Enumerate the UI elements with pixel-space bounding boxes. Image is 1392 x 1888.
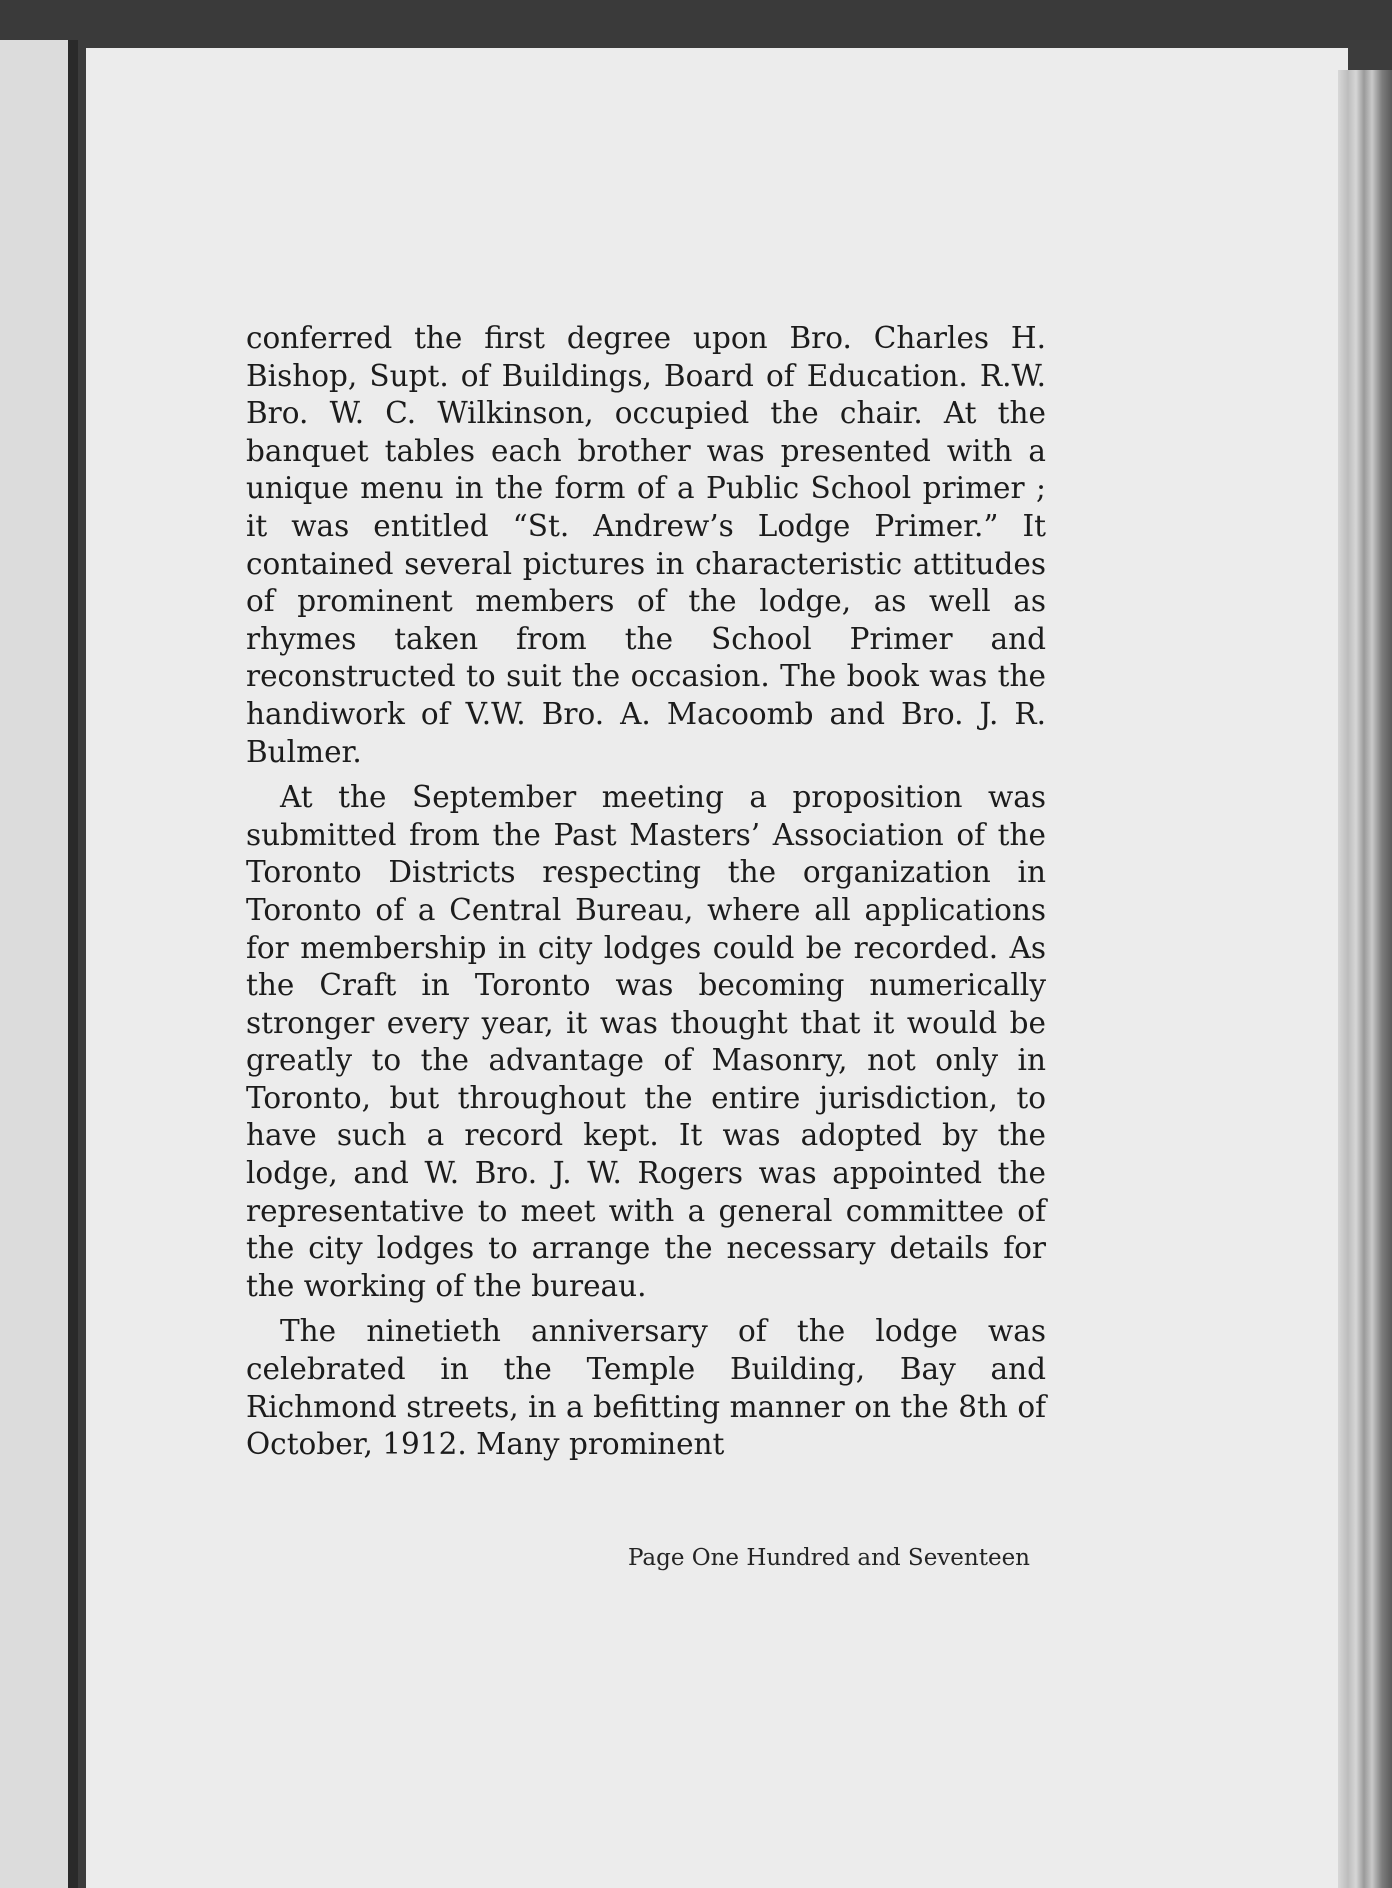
paragraph-3: The ninetieth anniversary of the lodge was celebrated in the Temple Building, Bay and Richmond streets, in a befitting manner on the 8th of October, 1912. Many prominent bbox=[246, 1314, 1046, 1462]
page-number-footer: Page One Hundred and Seventeen bbox=[627, 1545, 1030, 1571]
paragraph-1: conferred the first degree upon Bro. Charles H. Bishop, Supt. of Buildings, Board of Education. R.W. Bro. W. C. Wilkinson, occupied the chair. At the banquet tables each brother was presented with a unique menu in the form of a Public School primer ; it was entitled “St. Andrew’s Lodge Primer.” It contained several pictures in characteristic attitudes of prominent members of the lodge, as well as rhymes taken from the School Primer and reconstructed to suit the occasion. The book was the handiwork of V.W. Bro. A. Macoomb and Bro. J. R. Bulmer. bbox=[246, 321, 1046, 769]
scan-background-top bbox=[0, 0, 1392, 40]
facing-page-edge bbox=[0, 40, 78, 1888]
paragraph-2: At the September meeting a proposition was submitted from the Past Masters’ Association of the Toronto Districts respecting the organization in Toronto of a Central Bureau, where all applications for membership in city lodges could be recorded. As the Craft in Toronto was becoming numerically stronger every year, it was thought that it would be greatly to the advantage of Masonry, not only in Toronto, but throughout the entire jurisdiction, to have such a record kept. It was adopted by the lodge, and W. Bro. J. W. Rogers was appointed the representative to meet with a general committee of the city lodges to arrange the necessary details for the working of the bureau. bbox=[246, 780, 1046, 1303]
page-stack-edge bbox=[1338, 70, 1392, 1888]
body-text bbox=[246, 320, 1046, 1472]
